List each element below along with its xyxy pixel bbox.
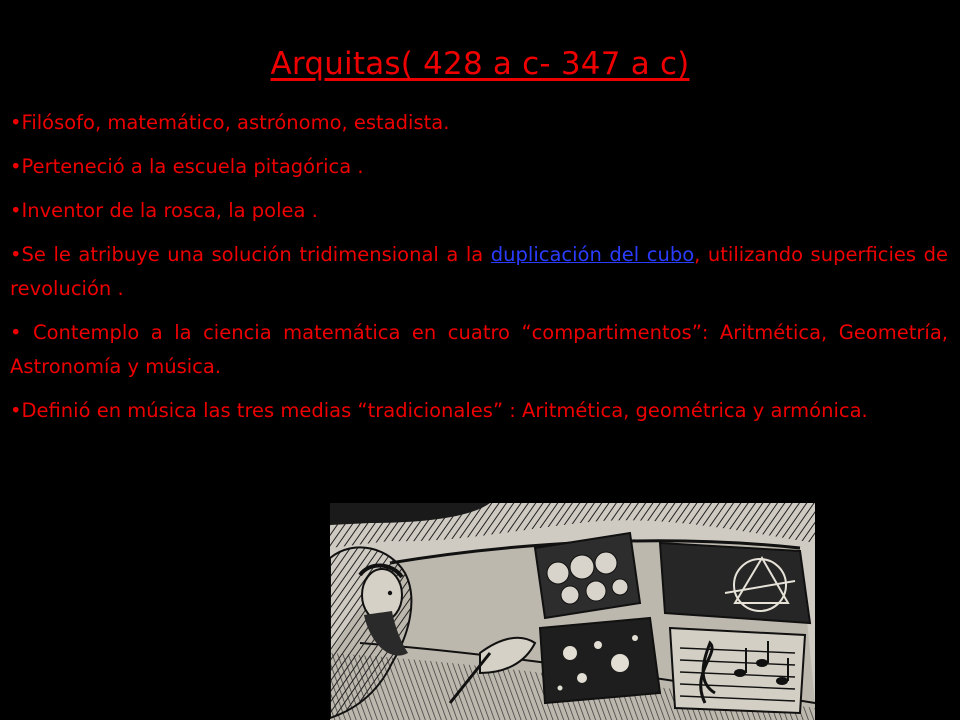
bullet-marker: •	[10, 199, 22, 222]
bullet-item	[10, 106, 948, 140]
bullet-item	[10, 194, 948, 228]
bullet-marker: •	[10, 321, 22, 344]
bullet-text: Perteneció a la escuela pitagórica .	[21, 155, 364, 178]
bullet-text: Definió en música las tres medias “tradicionales” : Aritmética, geométrica y armónica.	[21, 399, 868, 422]
bullet-marker: •	[10, 155, 22, 178]
bullet-text: Se le atribuye una solución tridimensional a la	[21, 243, 491, 266]
engraving-illustration	[330, 503, 815, 720]
slide-title: Arquitas( 428 a c- 347 a c)	[270, 46, 690, 82]
bullet-item	[10, 394, 948, 428]
bullet-marker: •	[10, 399, 22, 422]
bullet-marker: •	[10, 111, 22, 134]
bullet-item	[10, 238, 948, 306]
bullet-item	[10, 150, 948, 184]
bullet-marker: •	[10, 243, 22, 266]
bullet-item	[10, 316, 948, 384]
bullet-text: Inventor de la rosca, la polea .	[21, 199, 318, 222]
bullet-text: , utilizando superficies de revolución .	[10, 243, 948, 300]
bullet-text: Filósofo, matemático, astrónomo, estadista.	[21, 111, 450, 134]
bullet-text: Contemplo a la ciencia matemática en cuatro “compartimentos”: Aritmética, Geometría, Astronomía y música.	[10, 321, 948, 378]
duplicacion-cubo-link[interactable]: duplicación del cubo	[490, 243, 695, 266]
bullet-list	[10, 106, 948, 438]
